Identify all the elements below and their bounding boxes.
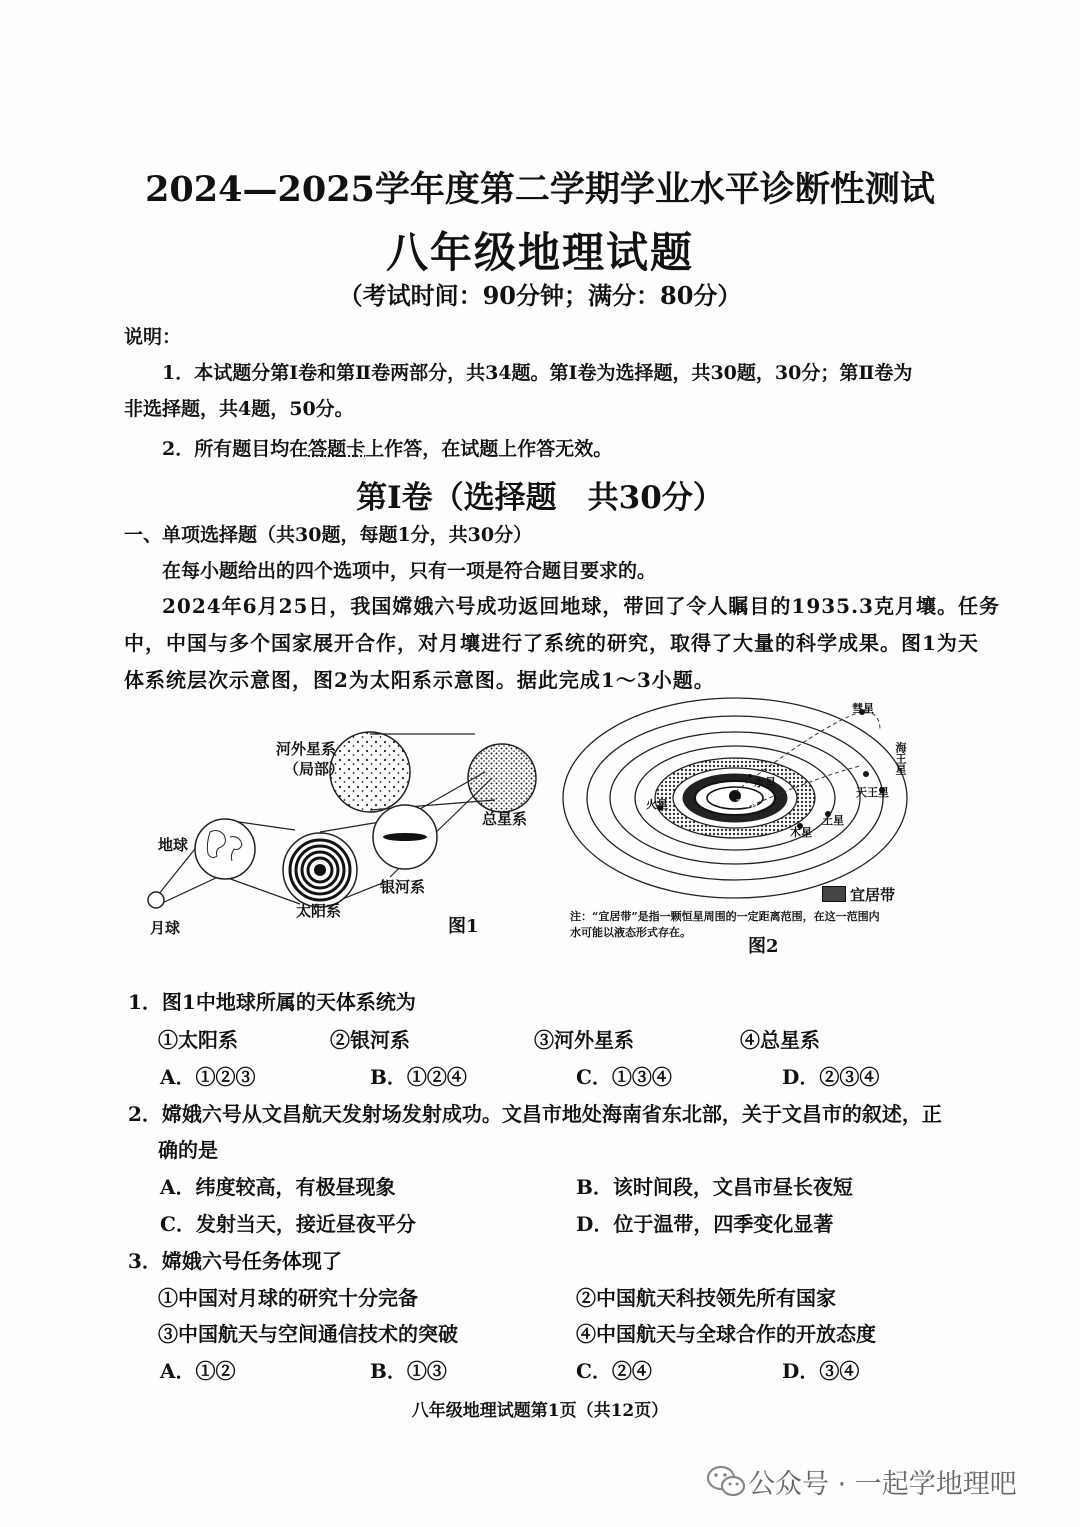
- instruction-2-pre: 2．所有题目均在: [162, 438, 309, 460]
- label-galaxy-external-sub: （局部）: [284, 760, 345, 778]
- instruction-1a: 1．本试题分第Ⅰ卷和第Ⅱ卷两部分，共34题。第Ⅰ卷为选择题，共30题，30分；第Ⅱ卷为: [162, 362, 913, 384]
- figure-2-note-line2: 水可能以液态形式存在。: [570, 926, 691, 939]
- question-1-item-3: ③河外星系: [534, 1028, 634, 1052]
- question-3-option-b[interactable]: B．①③: [370, 1359, 447, 1383]
- question-3-item-1: ①中国对月球的研究十分完备: [158, 1286, 418, 1310]
- label-solar-system: 太阳系: [296, 902, 342, 920]
- question-3-option-a[interactable]: A．①②: [160, 1359, 236, 1383]
- label-galaxy-external: 河外星系: [276, 740, 337, 758]
- question-2-stem-line2: 确的是: [158, 1138, 218, 1162]
- question-1-option-a[interactable]: A．①②③: [160, 1065, 256, 1089]
- question-3-item-4: ④中国航天与全球合作的开放态度: [576, 1322, 876, 1346]
- question-2-option-b[interactable]: B．该时间段，文昌市昼长夜短: [576, 1175, 853, 1199]
- watermark-text: 公众号 · 一起学地理吧: [748, 1469, 1017, 1500]
- instruction-1b: 非选择题，共4题，50分。: [124, 398, 354, 420]
- label-mars: 火星: [646, 798, 668, 811]
- question-1-option-c[interactable]: C．①③④: [576, 1065, 672, 1089]
- instruction-2-answer-card: 答题卡: [308, 438, 366, 460]
- label-earth: 地球: [158, 836, 189, 854]
- label-sun: 太阳: [736, 796, 758, 809]
- question-3-item-2: ②中国航天科技领先所有国家: [576, 1286, 836, 1310]
- exam-title-line1: 2024—2025学年度第二学期学业水平诊断性测试: [145, 169, 935, 210]
- figure-2-caption: 图2: [748, 936, 779, 957]
- passage-line-3: 体系统层次示意图，图2为太阳系示意图。据此完成1～3小题。: [124, 668, 715, 692]
- directive: 在每小题给出的四个选项中，只有一项是符合题目要求的。: [162, 560, 657, 582]
- page-footer: 八年级地理试题第1页（共12页）: [411, 1401, 669, 1421]
- question-2-option-c[interactable]: C．发射当天，接近昼夜平分: [160, 1212, 416, 1236]
- label-milky-way: 银河系: [380, 878, 426, 896]
- question-3-stem: 3．嫦娥六号任务体现了: [128, 1249, 342, 1273]
- exam-duration: （考试时间：90分钟；满分：80分）: [338, 281, 742, 310]
- section-title: 第Ⅰ卷（选择题 共30分）: [356, 480, 724, 516]
- instruction-2-post: 上作答，在试题上作答无效。: [365, 438, 613, 460]
- label-moon: 月球: [150, 919, 181, 937]
- universe-circle: [468, 744, 536, 812]
- habitable-zone-legend-swatch: [822, 886, 846, 902]
- question-3-option-d[interactable]: D．③④: [782, 1359, 860, 1383]
- label-uranus: 天王星: [856, 786, 889, 799]
- label-jupiter: 木星: [790, 826, 812, 839]
- figure-2-note-line1: 注：“宜居带”是指一颗恒星周围的一定距离范围，在这一范围内: [570, 910, 880, 923]
- question-2-option-d[interactable]: D．位于温带，四季变化显著: [576, 1212, 834, 1236]
- question-1-stem: 1．图1中地球所属的天体系统为: [128, 990, 416, 1014]
- habitable-zone-legend-label: 宜居带: [850, 886, 896, 904]
- question-3-option-c[interactable]: C．②④: [576, 1359, 652, 1383]
- figure-2-diagram: [560, 696, 910, 906]
- question-1-item-1: ①太阳系: [158, 1028, 238, 1052]
- label-mercury: 水星: [754, 776, 776, 789]
- label-universe: 总星系: [482, 810, 528, 828]
- question-1-option-d[interactable]: D．②③④: [782, 1065, 880, 1089]
- moon-circle: [148, 892, 164, 908]
- question-1-option-b[interactable]: B．①②④: [370, 1065, 467, 1089]
- passage-line-1: 2024年6月25日，我国嫦娥六号成功返回地球，带回了令人瞩目的1935.3克月壤。任务: [162, 594, 1000, 618]
- question-1-item-4: ④总星系: [740, 1028, 820, 1052]
- figure-1-caption: 图1: [448, 916, 479, 937]
- question-1-item-2: ②银河系: [330, 1028, 410, 1052]
- question-3-item-3: ③中国航天与空间通信技术的突破: [158, 1322, 458, 1346]
- wechat-icon: [706, 1464, 746, 1498]
- question-2-option-a[interactable]: A．纬度较高，有极昼现象: [160, 1175, 396, 1199]
- instructions-label: 说明：: [124, 326, 182, 348]
- label-comet: 彗星: [852, 702, 874, 715]
- instruction-2: [162, 434, 612, 461]
- passage-line-2: 中，中国与多个国家展开合作，对月壤进行了系统的研究，取得了大量的科学成果。图1为天: [124, 631, 979, 655]
- figure-1-diagram: [140, 712, 560, 952]
- part-heading: 一、单项选择题（共30题，每题1分，共30分）: [124, 524, 533, 546]
- exam-title-line2: 八年级地理试题: [385, 228, 694, 277]
- question-2-stem-line1: 2．嫦娥六号从文昌航天发射场发射成功。文昌市地处海南省东北部，关于文昌市的叙述，正: [128, 1102, 942, 1126]
- earth-circle: [195, 819, 255, 879]
- label-saturn: 土星: [822, 814, 844, 827]
- label-neptune: 海王星: [894, 742, 907, 775]
